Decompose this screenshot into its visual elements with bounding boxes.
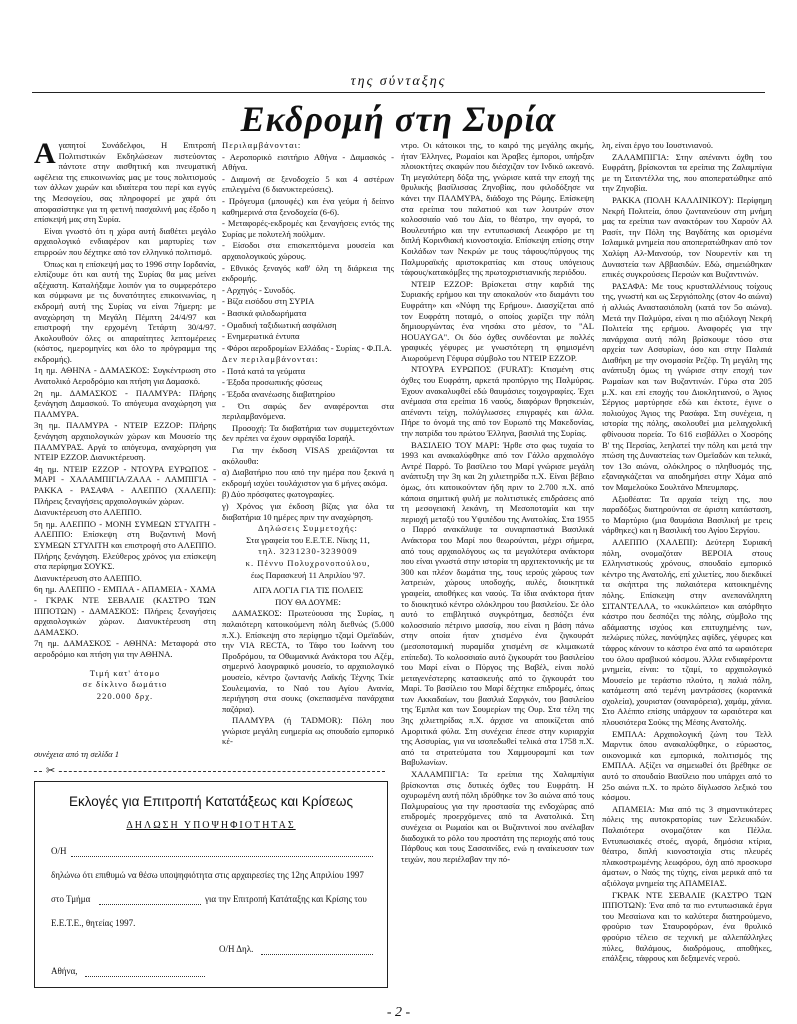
city-damascus: ΔΑΜΑΣΚΟΣ: Πρωτεύουσα της Συρίας, η παλαιότερη κατοικούμενη πόλη διεθνώς (5.000 π.Χ.). Επίσκεψη στο περίφημο τζαμί Ομεϊαδών, την VIA RECTA, το Τάφο του Ιωάννη του Προδρόμου, τα Οθωμανικά Ανάκτορα του Αζέμ, σημερινό λαογραφικό μουσείο, το αρχαιολογικό μουσείο, κέντρο ζωντανής Λαϊκής Τέχνης Τκίε Σουλειμανία, το Ναό του Αγίου Ανανία, περιήγηση στα σουκς (σκεπασμένα πανάρχαια παζάρια). — [222, 608, 394, 714]
drop-cap: Α — [34, 140, 56, 170]
paragraph: Είναι γνωστό ότι η χώρα αυτή διαθέτει μεγάλο αρχαιολογικό ενδιαφέρον και μαρτυρίες των επιρροών που δέχτηκε από τον ελληνικό πολιτισμό. — [34, 225, 216, 257]
city-mari: ΒΑΣΙΛΕΙΟ ΤΟΥ ΜΑΡΙ: Ήρθε στο φως τυχαία το 1993 και ανακαλύφθηκε από τον Γάλλο αρχαιολόγο Αντρέ Παρρό. Το βασίλειο του Μαρί γνώρισε μεγάλη ανάπτυξη την 3η και 2η χιλιετηρίδα π.Χ. Είναι βέβαιο όμως, ότι κατοικούνταν ήδη πριν το 2.700 π.Χ. από κάποια σημιτική φυλή με πολιτιστικές επιδράσεις από τη μεσογειακή λεκάνη, τη Μεσοποταμία και την περιοχή μεταξύ του Υψιπέδου της Ανατολίας. Στα 1955 ο Παρρό ανακάλυψε τα συναρπαστικά Βασιλικά Ανάκτορα του Μαρί που θεωρούνται, μέχρι σήμερα, από τους αρχαιολόγους ως τα μεγαλύτερα ανάκτορα που είναι γνωστά στην ιστορία τη αρχιτεκτονικής με τα 300 και πλέον δωμάτια της, τους ιερούς χώρους των λατρειών, χώρους υποδοχής, αυλές, διοικητικά γραφεία, αποθήκες και ναούς. Τα ίδια ανάκτορα ήταν το διοικητικό κέντρο ολόκληρου του βασιλείου. Σε όλο αυτό το επιβλητικό συγκρότημα, δεσπόζει ένα κολοσσιαίο πέτρινο μασσίφ, που είναι η βάση πάνω στην οποία ήταν χτισμένο ένα ζιγκουράτ (μεσοποταμική πυραμίδα χτισμένη σε κλιμακωτά επίπεδα). Το κολοσσιαίο αυτό ζιγκουράτ του βασιλείου του Μαρί είναι ο Πύργος της Βαβέλ, είναι πολύ μεταγενέστερης κατασκευής από το ζιγκουράτ του Μαρί. Το βασίλειο του Μαρί δέχτηκε επιδρομές, όπως των Ακκαδαίων, του βασιλιά Σαργκόν, του βασιλείου της Έμπλα και των Σουμερίων της Ουρ. Στα τέλη της 3ης χιλιετηρίδας π.Χ. άρχισε να αποικίζεται από Αμοριτικά φύλα. Στη συνέχεια έπεσε στην κυριαρχία της Ασσυρίας, για να ισοπεδωθεί τελικά στα 1758 π.Χ. από τα στρατεύματα του Χαμμουραμπί και των Βαβυλωνίων. — [401, 439, 594, 768]
price-label: Τιμή κατ' άτομο — [89, 667, 161, 678]
itinerary-day-5-note: Διανυκτέρευση στο ΑΛΕΠΠΟ. — [34, 572, 142, 583]
declaration-text: δηλώνω ότι επιθυμώ να θέσω υποψηφιότητα στις αρχαιρεσίες της 12ης Απριλίου 1997 — [51, 870, 364, 880]
scissors-icon: ✂ — [46, 765, 56, 777]
registration-contact: κ. Πέννυ Πολυχρονοπούλου, — [245, 557, 371, 568]
committee-text: για την Επιτροπή Κατάταξης και Κρίσης του — [205, 894, 367, 904]
city-aleppo: ΑΛΕΠΠΟ (ΧΑΛΕΠΙ): Δεύτερη Συριακή πόλη, ονομαζόταν ΒΕΡΟΙΑ στους Ελληνιστικούς χρόνους, σπουδαίο εμπορικό κέντρο της Ανατολής, επί χιλιετίες, που διεκδικεί τα σκήπτρα της παλαιότερα κατοικημένης πόλης. Επίσκεψη στην ανεπανάληπτη ΣΙΤΑΝΤΕΛΛΑ, το «κυκλώπειο» και απόρθητο κάστρο που δεσπόζει της πόλης, σύμβολο της αδάμαστης ισχύος και επιτυχημένης των, πελώριες πύλες, πανύψηλες αψίδες, γέφυρες και τάφρος κάνουν το κάστρο ένα από τα ωραιότερα του όλου αραβικού κόσμου. Άλλα ενδιαφέροντα μνημεία, είναι: το τζαμί, το αρχαιολογικό Μουσείο με τεράστιο πλούτο, η παλιά πόλη, κατάμεστη από τεμένη μαντράσσες (κορανικά σχολεία), χουρισταν (σαναρόρεια), χαμάμ, χάνια. Στο Αλέππο επίσης υπάρχουν τα ωραιότερα και πλουσιότερα Σούκς της Μέσης Ανατολής. — [602, 536, 772, 728]
paragraph: Όπως και η επίσκεψή μας το 1996 στην Ιορδανία, ελπίζουμε ότι και αυτή της Συρίας θα μας μείνει αξέχαστη. Καταλήξαμε λοιπόν για το συμφερότερο και σύμφωνα με τις δυνατότητες επικοινωνίας, η εκδρομή αυτή της Συρίας να είναι 7ήμερη: με αναχώρηση τη Μεγάλη Πέμπτη 24/4/97 και επιστροφή την ερχομένη Τετάρτη 30/4/97. Ακολουθούν όλες οι απαραίτητες λεπτομέρειες (κόστος, ημερομηνίες και όλο το πρόγραμμα της εκδρομής). — [34, 258, 216, 364]
city-deir-ezzor: ΝΤΕΙΡ ΕΖΖΟΡ: Βρίσκεται στην καρδιά της Συριακής ερήμου και την αποκαλούν «το διαμάντι του Ευφράτη» και «Νύφη της Ερήμου». Διασχίζεται από τον Ευφράτη ποταμό, ο οποίος χωρίζει την πόλη δημιουργώντας ένα νησάκι στο μέσον, το "AL HOUAYGA". Οι δύο όχθες συνδέονται με πολλές γραφικές γέφυρες με γνωστότερη τη φημισμένη Αιωρούμενη Γέφυρα σύμβολο του ΝΤΕΙΡ ΕΖΖΟΡ. — [401, 278, 594, 363]
included-item: - Αεροπορικό εισιτήριο Αθήνα - Δαμασκός - Αθήνα. — [222, 151, 394, 173]
price-value: 220.000 δρχ. — [96, 690, 154, 701]
rasafa-sights: Αξιοθέατα: Τα αρχαία τείχη της, που παραδόξως διατηρούνται σε άριστη κατάσταση, το Μαρτύριο (μια θαυμάσια Βασιλική με τρεις νάρθηκες) και η Βασιλική του Αγίου Σεργίου. — [602, 493, 772, 536]
price-room: σε δίκλινο δωμάτιο — [82, 679, 168, 690]
registration-line: Στα γραφεία του Ε.Ε.Τ.Ε. Νίκης 11, — [246, 534, 370, 545]
paragraph: λη, είναι έργο του Ιουστινιανού. — [602, 140, 714, 150]
column-3 — [401, 140, 594, 990]
city-ebla: ΕΜΠΛΑ: Αρχαιολογική ζώνη του Τελλ Μαρντικ όπου ανακαλύφθηκε, ο εύρωστος, οικονομικά και εμπορικά, πολιτισμός της ΕΜΠΛΑ. Αξίζει να σημειωθεί ότι βρέθηκε σε αυτό το σπουδαίο Βασίλειο που υπάρχει από το 25ο αιώνα π.Χ. το πρώτο δίγλωσσο λεξικό του κόσμου. — [602, 728, 772, 803]
city-palmyra: ΠΑΛΜΥΡΑ (ή TADMOR): Πόλη που γνώρισε μεγάλη ευημερία ως σπουδαίο εμπορικό κέ- — [222, 715, 394, 747]
registration-deadline: έως Παρασκευή 11 Απριλίου '97. — [250, 569, 366, 580]
included-item: - Βίζα εισόδου στη ΣΥΡΙΑ — [222, 296, 315, 307]
page-number: - 2 - — [386, 1005, 411, 1020]
cities-heading: ΛΙΓΑ ΛΟΓΙΑ ΓΙΑ ΤΙΣ ΠΟΛΕΙΣ — [252, 585, 364, 596]
visa-requirement: γ) Χρόνος για έκδοση βίζας για όλα τα διαβατήρια 10 ημέρες πριν την αναχώρηση. — [222, 501, 394, 522]
passport-note: Προσοχή: Τα διαβατήρια των συμμετεχόντων δεν πρέπει να έχουν σφραγίδα Ισραήλ. — [222, 422, 394, 444]
visa-heading: Για την έκδοση VISAS χρειάζονται τα ακόλουθα: — [222, 445, 394, 466]
name-label: Ο/Η — [51, 846, 67, 856]
excluded-item: - Έξοδα προσωπικής φύσεως — [222, 377, 323, 388]
column-4 — [602, 140, 772, 990]
paragraph: ντρο. Οι κάτοικοι της, το καιρό της μεγάλης ακμής, ήταν Έλληνες, Ρωμαίοι και Άραβες έμποροι, υπήρξαν πλοιοκτήτες σκαφών που διέσχιζαν τον Ινδικό ωκεανό. Τη μεγαλύτερη δόξα της, γνώρισε κατά την εποχή της θρυλικής βασίλισσας Ζηνοβίας, που φιλοδόξησε να κάνει την ΠΑΛΜΥΡΑ, διάδοχο της Ρώμης. Επίσκεψη στα ερείπια του παλατιού και των λουτρών στον κολοσσιαίο ναό του Δία, το θέατρο, την αγορά, το Βουλευτήριο και την εντυπωσιακή Λεωφόρο με τη διπλή Κορινθιακή κιονοστοιχία. Επίσκεψη επίσης στην Κοιλάδων των Νεκρών με τους τάφους/πύργους της Παλμυραϊκής αριστοκρατίας και στους υπόγειους τάφους/κατακόμβες της πρωτοχριστιανικής περιόδου. — [401, 140, 594, 278]
included-item: - Ομαδική ταξιδιωτική ασφάλιση — [222, 319, 337, 330]
city-raqqa: ΡΑΚΚΑ (ΠΟΛΗ ΚΑΛΛΙΝΙΚΟΥ): Περίφημη Νεκρή Πολιτεία, όπου ζωντανεύουν στη μνήμη μας τα ερείπια των ανακτόρων του Χαρούν Αλ Ρασίτ, την Πόλη της Βαγδάτης και ορισμένα Ισλαμικά μνημεία που αποπερατώθηκαν από τον Χαλίφη Αλ-Μανσούρ, τον Νουρεντίν και τη Δυναστεία των Αββασιδών. Εδώ, σημειώθηκαν επικές συγκρούσεις Περσών και Βυζαντινών. — [602, 194, 772, 280]
department-field[interactable] — [99, 904, 201, 905]
itinerary-day-2: 2η ημ. ΔΑΜΑΣΚΟΣ - ΠΑΛΜΥΡΑ: Πλήρης ξενάγηση Δαμασκού. Το απόγευμα αναχώρηση για ΠΑΛΜΥΡΑ. — [34, 387, 216, 419]
itinerary-day-4: 4η ημ. ΝΤΕΙΡ ΕΖΖΟΡ - ΝΤΟΥΡΑ ΕΥΡΩΠΟΣ - ΜΑΡΙ - ΧΑΛΑΜΠΙΓΙΑ/ΖΑΛΑ - ΛΑΜΠΙΓΙΑ - ΡΑΚΚΑ - ΡΑΣΑΦΑ - ΑΛΕΠΠΟ (ΧΑΛΕΠΙ): Πλήρεις ξεναγήσεις αρχαιολογικών χώρων. — [34, 463, 216, 506]
included-item: - Φόροι αεροδρομίων Ελλάδας - Συρίας - Φ.Π.Α. — [222, 342, 392, 353]
city-zalabiya: ΖΑΛΑΜΠΙΓΙΑ: Στην απέναντι όχθη του Ευφράτη, βρίσκονται τα ερείπια της Ζαλαμπίγια με τη Σιταντέλλα της, που αποπερατώθηκε από την Ζηνοβία. — [602, 151, 772, 194]
included-item: - Ενημερωτικά έντυπα — [222, 331, 300, 342]
continued-note: συνέχεια από τη σελίδα 1 — [34, 749, 120, 759]
included-item: - Είσοδοι στα επισκεπτόμενα μουσεία και αρχαιολογικούς χώρους. — [222, 240, 394, 261]
city-halabiya: ΧΑΛΑΜΠΙΓΙΑ: Τα ερείπια της Χαλαμπίγια βρίσκονται στις δυτικές όχθες του Ευφράτη. Η οχυρωμένη αυτή πόλη ιδρύθηκε τον 3ο αιώνα από τους Παλμυραίους για την προστασία της ενδοχώρας από επιδρομές προερχόμενες από τα Ανατολικά. Στη συνέχεια οι Ρωμαίοι και οι Βυζαντινοί που ανέλαβαν διαδοχικά το ρόλο του προστάτη της περιοχής από τους Πάρθους και τους Σασσανίδες, ενώ η αναίκευσαν των τειχών, που περιέλαβαν την πό- — [401, 769, 594, 864]
section-label: της σύνταξης — [350, 74, 447, 89]
included-item: - Βασικά φιλοδωρήματα — [222, 307, 307, 318]
cut-line — [34, 771, 385, 772]
visa-requirement: α) Διαβατήριο που από την ημέρα που ξεκινά η εκδρομή ισχύει τουλάχιστον για 6 μήνες ακόμα. — [222, 467, 394, 488]
excluded-item: - Έξοδα ανανέωσης διαβατηρίου — [222, 389, 336, 400]
department-label: στο Τμήμα — [51, 894, 91, 904]
included-item: - Μεταφορές-εκδρομές και ξεναγήσεις εντός της Συρίας με πολυτελή πούλμαν. — [222, 218, 394, 239]
included-item: - Εθνικός ξεναγός καθ' όλη τη διάρκεια της εκδρομής. — [222, 262, 394, 284]
excluded-heading: Δεν περιλαμβάνονται: — [222, 354, 319, 365]
registration-phone: τηλ. 3231230-3239009 — [258, 546, 358, 557]
intro-paragraph: Αγαπητοί Συνάδελφοι, Η Επιτροπή Πολιτιστικών Εκδηλώσεων πιστεύοντας πάντοτε στην αισθητική και πνευματική ωφέλεια της επικοινωνίας μας με τους πολιτισμούς των άλλων χωρών και ιδιαίτερα του περί και εγγύς της Μεσογείου, σας πληροφορεί με χαρά ότι αποφασίστηκε για τη φετινή πασχαλινή μας έξοδο η επίσκεψή μας στη Συρία. — [34, 140, 216, 225]
included-heading: Περιλαμβάνονται: — [222, 140, 302, 150]
registration-heading: Δηλώσεις Συμμετοχής: — [258, 523, 358, 534]
candidacy-form — [34, 781, 388, 988]
visa-requirement: β) Δύο πρόσφατες φωτογραφίες. — [222, 489, 335, 500]
excluded-item: - Ποτά κατά τα γεύματα — [222, 365, 306, 376]
article-headline: Εκδρομή στη Συρία — [240, 99, 557, 139]
excluded-item: - Ότι σαφώς δεν αναφέρονται στα περιλαμβανόμενα. — [222, 400, 394, 422]
term-text: Ε.Ε.Τ.Ε., θητείας 1997. — [51, 918, 136, 928]
signature-field[interactable] — [261, 954, 373, 955]
itinerary-day-3: 3η ημ. ΠΑΛΜΥΡΑ - ΝΤΕΙΡ ΕΖΖΟΡ: Πλήρης ξενάγηση αρχαιολογικών χώρων και Μουσείο της ΠΑΛΜΥΡΑΣ. Αργά το απόγευμα, αναχώρηση για ΝΤΕΙΡ ΕΖΖΟΡ. Διανυκτέρευση. — [34, 420, 216, 463]
form-title: Εκλογές για Επιτροπή Κατατάξεως και Κρίσεως — [69, 794, 353, 809]
included-item: - Διαμονή σε ξενοδοχείο 5 και 4 αστέρων επιλεγμένα (6 διανυκτερεύσεις). — [222, 173, 394, 195]
itinerary-day-7: 7η ημ. ΔΑΜΑΣΚΟΣ - ΑΘΗΝΑ: Μεταφορά στο αεροδρόμιο και πτήση για την ΑΘΗΝΑ. — [34, 638, 216, 659]
itinerary-day-1: 1η ημ. ΑΘΗΝΑ - ΔΑΜΑΣΚΟΣ: Συγκέντρωση στο Ανατολικό Αεροδρόμιο και πτήση για Δαμασκό. — [34, 365, 216, 387]
itinerary-day-4-note: Διανυκτέρευση στο ΑΛΕΠΠΟ. — [34, 507, 142, 518]
city-krak-des-chevaliers: ΓΚΡΑΚ ΝΤΕ ΣΕΒΑΛΙΕ (ΚΑΣΤΡΟ ΤΩΝ ΙΠΠΟΤΩΝ): Ένα από τα πιο εντυπωσιακά έργα του Μεσαίωνα και το καλύτερα διατηρούμενο, φρούριο των Σταυροφόρων, ένα θρυλικό φρούριο τέλειο σε τεχνική με αλλεπάλληλες πύλες, θαλάμους, διαδρόμους, αποθήκες, επάλξεις, τάφρους και δεξαμενές νερού. — [602, 889, 772, 964]
cities-heading-2: ΠΟΥ ΘΑ ΔΟΥΜΕ: — [275, 596, 341, 607]
city-dura-europos: ΝΤΟΥΡΑ ΕΥΡΩΠΟΣ (FURAT): Κτισμένη στις όχθες του Ευφράτη, αρκετά προπύργιο της Παλμύρας. Έχουν ανακαλυφθεί εδώ θαυμάσιες τοιχογραφίες. Έχει ανέμασα στα ερείπια 16 ναούς, διαφόρων θρησκειών, απέναντι τείχη, πολύγλωσσες επιγραφές και άλλα. Πήρε το όνομά της από τον Ευρωπό της Μακεδονίας, την πατρίδα του πρώτου Έλληνα, βασιλιά της Συρίας. — [401, 364, 594, 439]
itinerary-day-6: 6η ημ. ΑΛΕΠΠΟ - ΕΜΠΛΑ - ΑΠΑΜΕΙΑ - ΧΑΜΑ - ΓΚΡΑΚ ΝΤΕ ΣΕΒΑΛΙΕ (ΚΑΣΤΡΟ ΤΩΝ ΙΠΠΟΤΩΝ) - ΔΑΜΑΣΚΟΣ: Πλήρεις ξεναγήσεις αρχαιολογικών χώρων. Διανυκτέρευση στη ΔΑΜΑΣΚΟ. — [34, 584, 216, 637]
city-apamea: ΑΠΑΜΕΙΑ: Μια από τις 3 σημαντικότερες πόλεις της αυτοκρατορίας των Σελευκιδών. Παλαιότερα ονομαζόταν και Πέλλα. Εντυπωσιακές στοές, αγορά, δημόσια κτίρια, θέατρο, διπλή κιονοστοιχία στις πλευρές πλακοστρωμένης λεωφόρου, όχη από προσκυρσ άματων, ο Ναός της τύχης, είναι μερικά από τα αξιόλογα μνημεία της ΑΠΑΜΕΙΑΣ. — [602, 803, 772, 888]
itinerary-day-5: 5η ημ. ΑΛΕΠΠΟ - ΜΟΝΗ ΣΥΜΕΩΝ ΣΤΥΛΙΤΗ - ΑΛΕΠΠΟ: Επίσκεψη στη Βυζαντινή Μονή ΣΥΜΕΩΝ ΣΤΥΛΙΤΗ και επιστροφή στο ΑΛΕΠΠΟ. Πλήρης ξενάγηση. Ελεύθερος χρόνος για επίσκεψη στα περίφημα ΣΟΥΚΣ. — [34, 518, 216, 572]
date-label: Αθήνα, — [51, 966, 78, 976]
city-rasafa: ΡΑΣΑΦΑ: Με τους κρυσταλλένιους τοίχους της, γνωστή και ως Σεργιόπολης (στον 4ο αιώνα) ή αλλιώς Αναστασιόπολη (κατά τον 5ο αιώνα). Μετά την Παλμύρα, είναι η πιο αξιόλογη Νεκρή Πολιτεία της ερήμου. Αναφορές για την πανάρχαια αυτή πόλη βρίσκουμε τόσο στα αρχεία των Ασσυρίων, όσο και στην Παλαιά Διαθήκη με την ονομασία Ρεζέφ. Τη μεγάλη της ανάπτυξη όμως τη γνώρισε στην εποχή των Ρωμαίων και των Βυζαντινών. Γύρω στα 205 μ.Χ. και επί εποχής του Διοκλητιανού, ο Άγιος Σέργιος μαρτύρησε εδώ και έκτοτε, έγινε ο πολιούχος Άγιος της Ρασάφα. Στη συνέχεια, η ιστορία της πόλης, ακολουθεί μια μελαγχολική φθίνουσα πορεία. Το 616 εισβάλλει ο Χοσρόης Β' της Περσίας, λεηλατεί την πόλη και μετά την πτώση της Δυναστείας των Ομεϊαδών και τελικά, τον 13ο αιώνα, ολόκληρος ο πληθυσμός της, εξαναγκάζεται να αποδημήσει στην Χάμα από τον Μαμελούκο Σουλτάνο Μπευμπαρς. — [602, 280, 772, 492]
column-2 — [222, 140, 394, 780]
top-rule — [32, 92, 765, 93]
date-field[interactable] — [85, 976, 205, 977]
form-subtitle: ΔΗΛΩΣΗ ΥΠΟΨΗΦΙΟΤΗΤΑΣ — [126, 820, 296, 831]
included-item: - Πρόγευμα (μπουφές) και ένα γεύμα ή δείπνο καθημερινά στα ξενοδοχεία (6-6). — [222, 195, 394, 217]
declarant-label: Ο/Η Δηλ. — [219, 944, 254, 954]
column-1 — [34, 140, 216, 760]
name-field[interactable] — [71, 856, 373, 857]
included-item: - Αρχηγός - Συνοδός. — [222, 284, 296, 295]
